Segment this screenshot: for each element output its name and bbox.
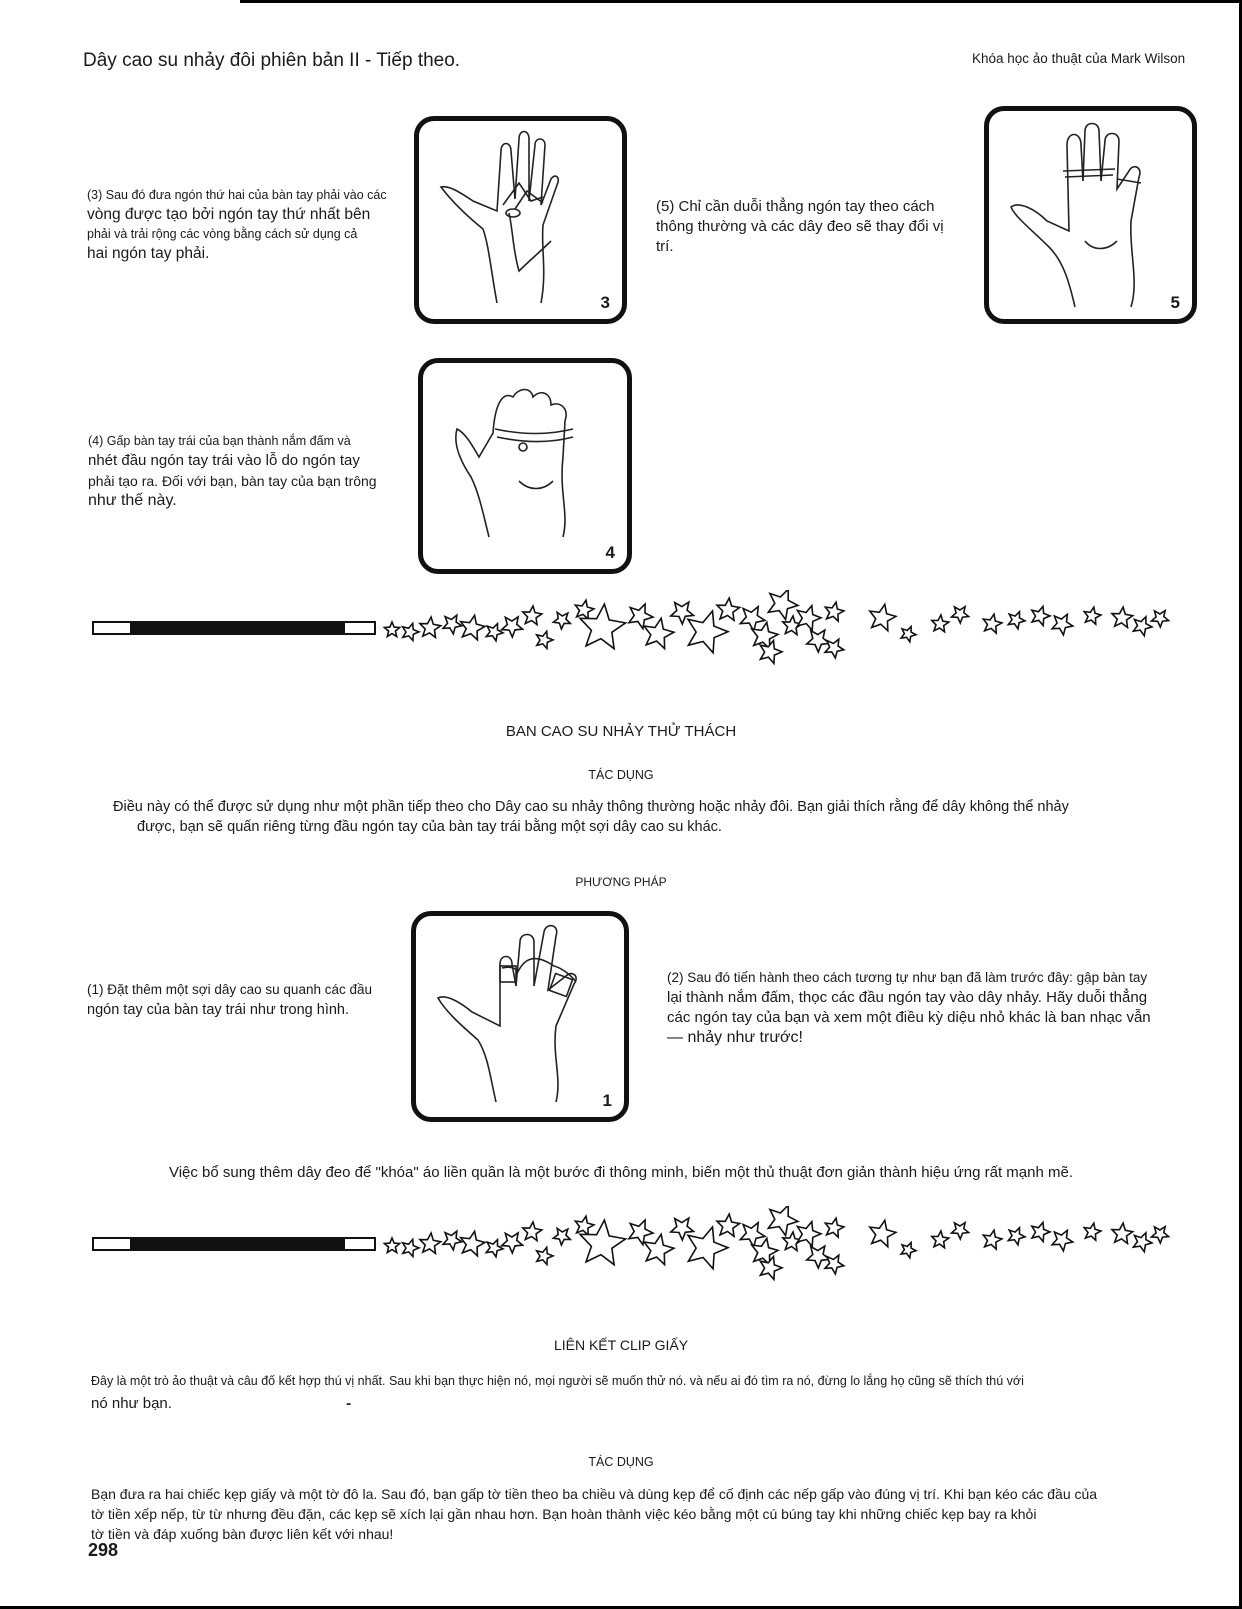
star-icon (403, 623, 419, 640)
star-icon (807, 630, 830, 652)
star-icon (983, 614, 1002, 633)
star-icon (486, 1240, 503, 1257)
star-divider (92, 1206, 1202, 1296)
star-icon (1032, 606, 1050, 625)
star-icon (825, 1255, 844, 1274)
star-icon (461, 1231, 485, 1256)
star-icon (1152, 611, 1169, 627)
step4-caption: (4) Gấp bàn tay trái của bạn thành nắm đấm và nhét đầu ngón tay trái vào lỗ do ngón tay phải tạo ra. Đối với bạn, bàn tay của bạn trông như thế này. (88, 434, 377, 509)
star-divider (92, 590, 1202, 680)
star-icon (629, 604, 653, 629)
star-divider-graphic (92, 590, 1202, 680)
star-icon (952, 607, 969, 623)
star-icon (523, 1222, 542, 1241)
star-icon (575, 1216, 594, 1235)
step5-illustration (984, 106, 1197, 324)
star-icon (1133, 1233, 1152, 1252)
hand-illustration (416, 916, 624, 1117)
star-icon (797, 1222, 821, 1247)
star-icon (644, 1234, 674, 1264)
panel-number: 1 (602, 1091, 612, 1110)
star-icon (1008, 612, 1025, 629)
star-icon (825, 1218, 844, 1237)
star-icon (403, 1239, 419, 1256)
step4-illustration (418, 358, 632, 574)
star-icon (1008, 1228, 1025, 1245)
star-icon (443, 615, 462, 634)
hand-illustration (989, 111, 1192, 319)
star-icon (486, 624, 503, 641)
star-icon (537, 1247, 553, 1264)
star-icon (740, 607, 765, 631)
star-icon (553, 612, 570, 629)
divider-bar-fill (130, 1238, 345, 1250)
star-icon (1084, 607, 1101, 624)
star-icon (901, 1243, 916, 1258)
star-icon (1032, 1222, 1050, 1241)
section1-effect-heading: TÁC DỤNG (588, 768, 654, 782)
star-icon (1052, 614, 1073, 635)
star-icon (952, 1223, 969, 1239)
hand-illustration (419, 121, 622, 319)
star-icon (523, 606, 542, 625)
page-edge-top (240, 0, 1242, 3)
star-icon (384, 622, 399, 637)
step3-caption: (3) Sau đó đưa ngón thứ hai của bàn tay phải vào các vòng được tạo bởi ngón tay thứ nhất bên phải và trải rộng các vòng bằng cách sử dụng cả hai ngón tay phải. (87, 188, 387, 262)
section1-title: BAN CAO SU NHẢY THỬ THÁCH (505, 723, 737, 740)
star-icon (825, 602, 844, 621)
section2-title: LIÊN KẾT CLIP GIẤY (553, 1337, 689, 1353)
section1-effect-text: Điều này có thể được sử dụng như một phần tiếp theo cho Dây cao su nhảy thông thường hoặc nhảy đôi. Bạn giải thích rằng để dây không thể nhảy được, bạn sẽ quấn riêng từng đầu ngón tay của bàn tay trái bằng một sợi dây cao su khác. (113, 799, 1069, 835)
star-icon (1152, 1227, 1169, 1243)
step3-illustration (414, 116, 627, 324)
star-icon (870, 604, 896, 630)
section2-intro: Đây là một trò ảo thuật và câu đố kết hợp thú vị nhất. Sau khi bạn thực hiện nó, mọi người sẽ muốn thử nó. và nếu ai đó tìm ra nó, đừng lo lắng họ cũng sẽ thích thú với nó như bạn. - (91, 1374, 1024, 1412)
star-icon (1052, 1230, 1073, 1251)
star-icon (1133, 617, 1152, 636)
star-icon (1084, 1223, 1101, 1240)
panel-number: 4 (605, 543, 615, 562)
star-icon (870, 1220, 896, 1246)
star-icon (537, 631, 553, 648)
star-icon (983, 1230, 1002, 1249)
page-title: Dây cao su nhảy đôi phiên bản II - Tiếp theo. (83, 50, 461, 71)
panel-number: 5 (1170, 293, 1180, 312)
star-icon (502, 1233, 523, 1253)
star-icon (461, 615, 485, 640)
section2-effect-heading: TÁC DỤNG (588, 1455, 654, 1469)
star-icon (717, 1214, 740, 1236)
star-icon (825, 639, 844, 658)
star-icon (575, 600, 594, 619)
star-icon (901, 627, 916, 642)
star-icon (740, 1223, 765, 1247)
fist-illustration (423, 363, 627, 569)
star-icon (384, 1238, 399, 1253)
step5-caption: (5) Chỉ cần duỗi thẳng ngón tay theo cách thông thường và các dây đeo sẽ thay đổi vị trí. (656, 198, 944, 255)
course-title: Khóa học ảo thuật của Mark Wilson (972, 51, 1186, 66)
step1-illustration (411, 911, 629, 1122)
star-icon (1112, 607, 1133, 627)
summary-text: Việc bổ sung thêm dây đeo để "khóa" áo liền quần là một bước đi thông minh, biến một thủ thuật đơn giản thành hiệu ứng rất mạnh mẽ. (168, 1164, 1074, 1181)
star-icon (717, 598, 740, 620)
star-divider-graphic (92, 1206, 1202, 1296)
step1-caption: (1) Đặt thêm một sợi dây cao su quanh các đầu ngón tay của bàn tay trái như trong hình. (87, 982, 372, 1018)
divider-bar-fill (130, 622, 345, 634)
star-icon (1112, 1223, 1133, 1243)
section1-method-heading: PHƯƠNG PHÁP (575, 875, 667, 889)
star-icon (644, 618, 674, 648)
star-icon (502, 617, 523, 637)
star-icon (420, 1233, 441, 1253)
star-icon (629, 1220, 653, 1245)
panel-number: 3 (600, 293, 610, 312)
star-icon (443, 1231, 462, 1250)
star-icon (932, 615, 949, 632)
star-icon (420, 617, 441, 637)
star-icon (932, 1231, 949, 1248)
star-icon (797, 606, 821, 631)
step2-caption: (2) Sau đó tiến hành theo cách tương tự như bạn đã làm trước đây: gập bàn tay lại thành nắm đấm, thọc các đầu ngón tay vào dây nhảy. Hãy duỗi thẳng các ngón tay của bạn và xem một điều kỳ diệu nhỏ khác là ban nhạc vẫn — nhảy như trước! (667, 970, 1151, 1046)
star-icon (807, 1246, 830, 1268)
star-icon (553, 1228, 570, 1245)
section2-effect-text: Bạn đưa ra hai chiếc kẹp giấy và một tờ đô la. Sau đó, bạn gấp tờ tiền theo ba chiều và dùng kẹp để cố định các nếp gấp vào đúng vị trí. Khi bạn kéo các đầu của tờ tiền xếp nếp, từ từ nhưng đều đặn, các kẹp sẽ xích lại gần nhau hơn. Bạn hoàn thành việc kéo bằng một cú búng tay khi những chiếc kẹp bay ra khỏi tờ tiền và đáp xuống bàn được liên kết với nhau! (91, 1486, 1098, 1542)
page-number: 298 (88, 1540, 119, 1560)
